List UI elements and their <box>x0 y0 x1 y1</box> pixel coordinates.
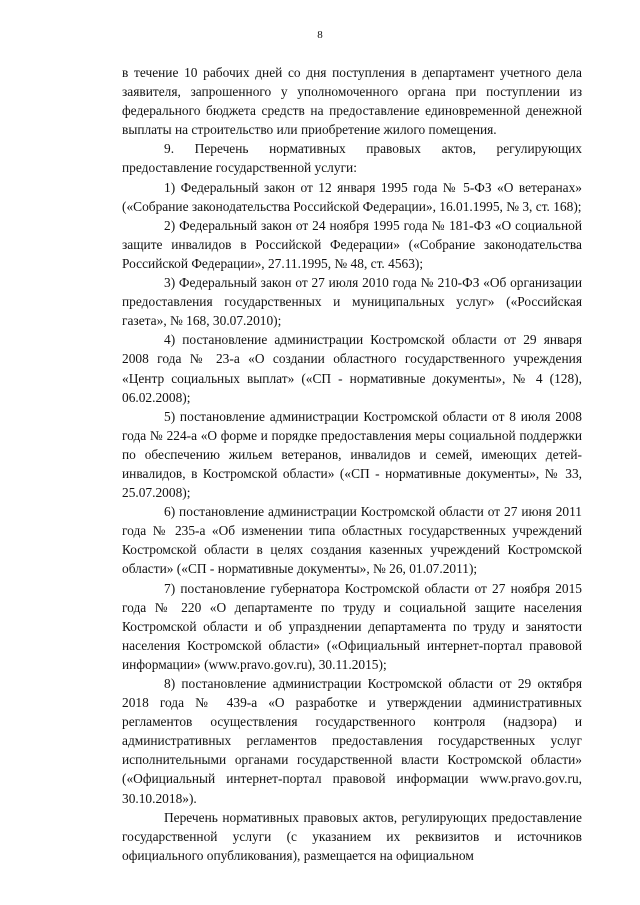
list-item-4: 4) постановление администрации Костромской области от 29 января 2008 года № 23-а «О создании областного государственного учреждения «Центр социальных выплат» («СП - нормативные документы», № 4 (128), 06.02.2008); <box>122 332 582 405</box>
paragraph-final: Перечень нормативных правовых актов, регулирующих предоставление государственной услуги (с указанием их реквизитов и источников официального опубликования), размещается на официальном <box>122 809 582 863</box>
list-item-5: 5) постановление администрации Костромской области от 8 июля 2008 года № 224-а «О форме и порядке предоставления меры социальной поддержки по обеспечению жильем ветеранов, инвалидов и семей, имеющих детей-инвалидов, в Костромской области» («СП - нормативные документы», № 33, 25.07.2008); <box>122 408 582 501</box>
page-number: 8 <box>317 29 323 41</box>
list-item-3: 3) Федеральный закон от 27 июля 2010 года № 210-ФЗ «Об организации предоставления государственных и муниципальных услуг» («Российская газета», № 168, 30.07.2010); <box>122 275 582 329</box>
paragraph-list-heading: 9. Перечень нормативных правовых актов, регулирующих предоставление государственной услуги: <box>122 141 582 176</box>
list-item-1: 1) Федеральный закон от 12 января 1995 года № 5-ФЗ «О ветеранах» («Собрание законодательства Российской Федерации», 16.01.1995, № 3, ст. 168); <box>122 179 582 214</box>
list-item-7: 7) постановление губернатора Костромской области от 27 ноября 2015 года № 220 «О департаменте по труду и социальной защите населения Костромской области и об упразднении департамента по труду и занятости населения Костромской области» («Официальный интернет-портал правовой информации» (www.pravo.gov.ru), 30.11.2015); <box>122 580 582 672</box>
list-item-6: 6) постановление администрации Костромской области от 27 июня 2011 года № 235-а «Об изменении типа областных государственных учреждений Костромской области в целях создания казенных учреждений Костромской области» («СП - нормативные документы», № 26, 01.07.2011); <box>122 504 582 577</box>
list-item-8: 8) постановление администрации Костромской области от 29 октября 2018 года № 439-а «О разработке и утверждении административных регламентов осуществления государственного контроля (надзора) и административных регламентов предоставления государственных услуг исполнительными органами государственной власти Костромской области» («Официальный интернет-портал правовой информации www.pravo.gov.ru, 30.10.2018»). <box>122 676 582 806</box>
document-body <box>122 63 582 865</box>
paragraph-continuation: в течение 10 рабочих дней со дня поступления в департамент учетного дела заявителя, запрошенного у уполномоченного органа при поступлении из федерального бюджета средств на предоставление единовременной денежной выплаты на строительство или приобретение жилого помещения. <box>122 65 582 138</box>
list-item-2: 2) Федеральный закон от 24 ноября 1995 года № 181-ФЗ «О социальной защите инвалидов в Российской Федерации» («Собрание законодательства Российской Федерации», 27.11.1995, № 48, ст. 4563); <box>122 217 582 271</box>
